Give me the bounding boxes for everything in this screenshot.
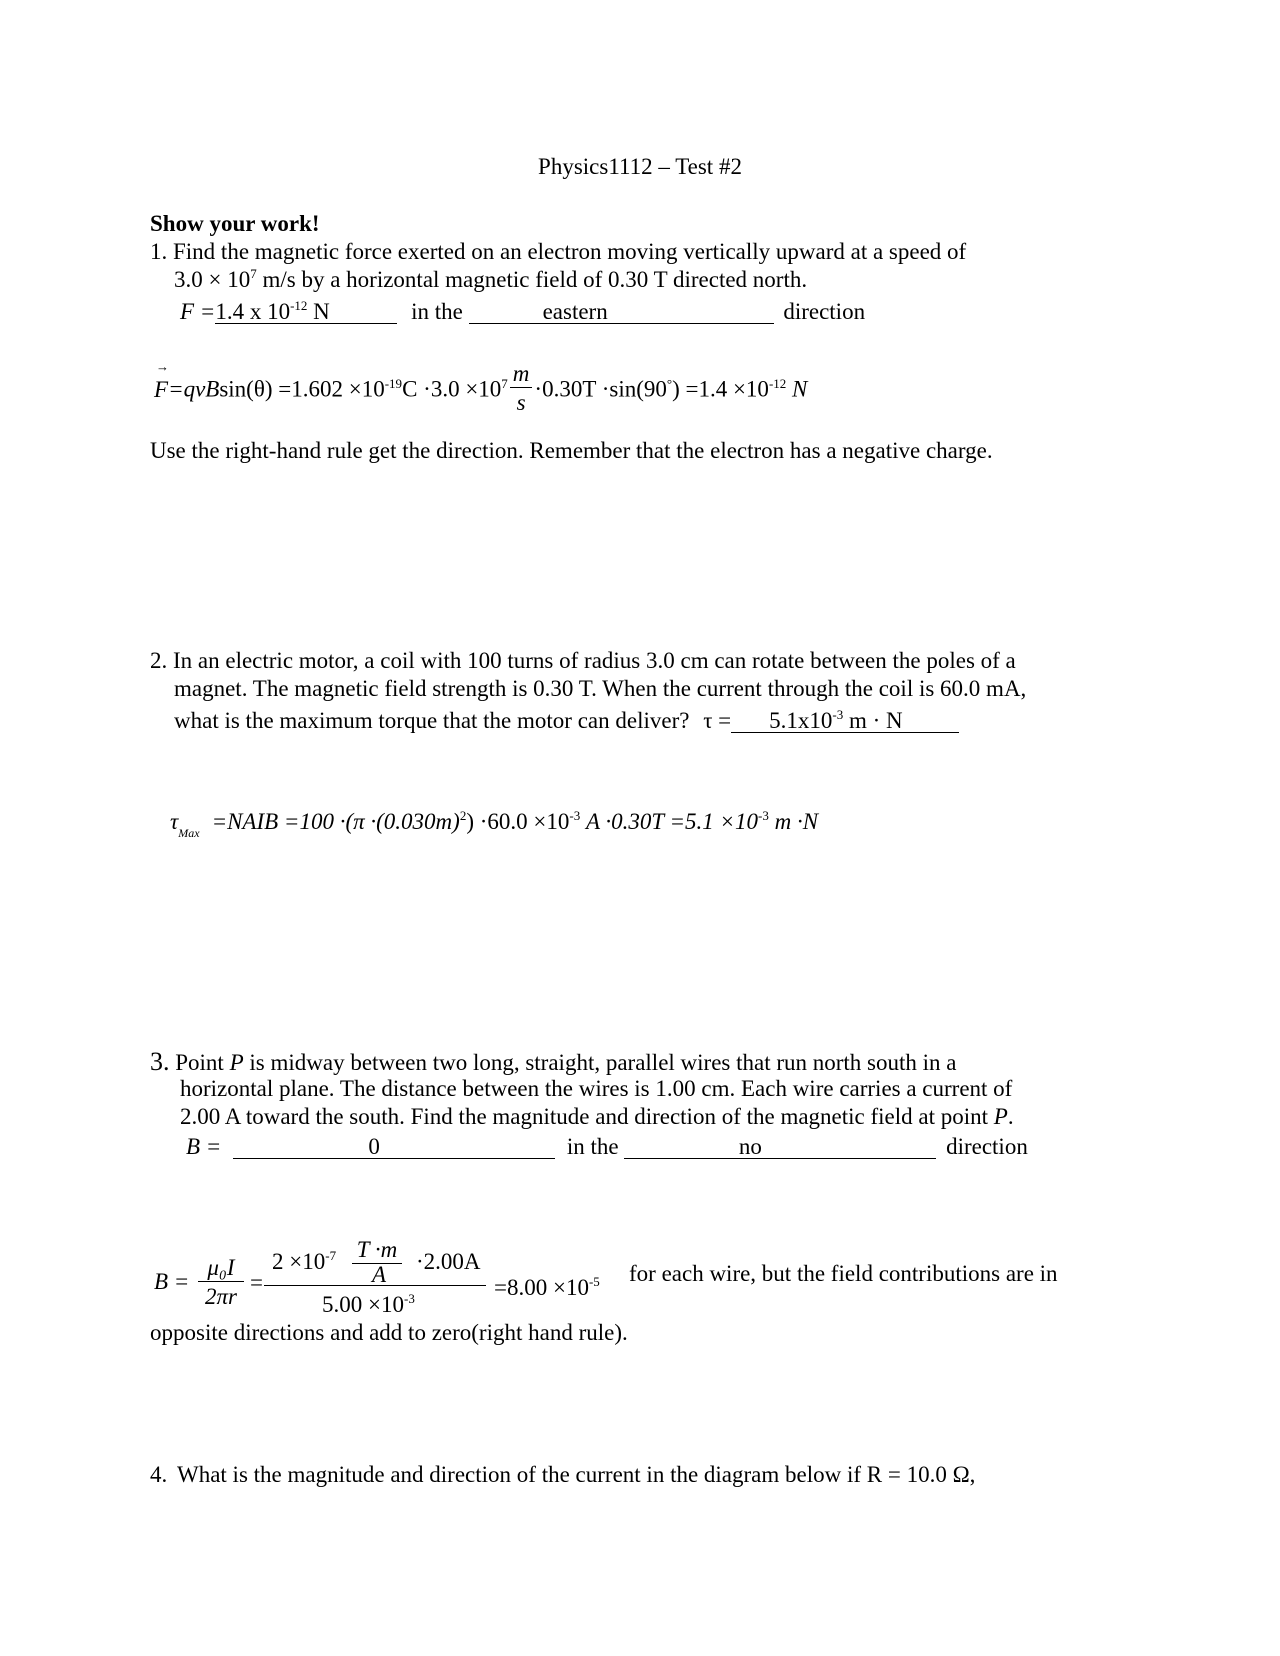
q1-force-unit: N — [313, 299, 330, 324]
q3-line3-p: P — [993, 1104, 1008, 1129]
q1-eq-p5: ) =1.4 ×10 — [672, 376, 769, 402]
q4-number: 4. — [150, 1462, 168, 1487]
q1-eq-p3: C ·3.0 ×10 — [402, 376, 502, 402]
q3-eq-lhs — [154, 1270, 189, 1293]
instructions: Show your work! — [150, 211, 320, 236]
q1-force-value: 1.4 x 10 — [215, 299, 291, 324]
q3-direction-value: no — [738, 1134, 762, 1159]
q2-eq-e2: -3 — [569, 808, 581, 823]
q3-answer-label: B = — [186, 1134, 222, 1159]
q4-line1 — [150, 1463, 975, 1486]
q3-text-a: Point — [175, 1050, 230, 1075]
q2-eq-p1: =NAIB =100 ·(π ·(0.030m) — [211, 809, 460, 834]
q1-number: 1. — [150, 239, 168, 264]
q1-eq-p2: sin(θ) =1.602 ×10 — [219, 376, 385, 402]
q1-eq-frac-den: s — [516, 390, 526, 416]
q4-text: What is the magnitude and direction of the current in the diagram below if R = 10.0 Ω, — [177, 1462, 976, 1487]
q2-number: 2. — [150, 648, 168, 673]
q1-answer-label: F = — [180, 299, 216, 324]
q3-eq-unit-num: T ·m — [352, 1238, 402, 1264]
q3-eq-frac1-num: μ₀I — [198, 1256, 244, 1282]
q2-line3 — [174, 709, 959, 733]
q2-text: In an electric motor, a coil with 100 turns of radius 3.0 cm can rotate between the poles of a — [173, 648, 1016, 673]
q3-text-b: is midway between two long, straight, parallel wires that run north south in a — [243, 1050, 957, 1075]
q1-eq-deg: ° — [666, 375, 673, 391]
q3-eq-unit-frac — [352, 1238, 402, 1264]
q3-eq-result — [494, 1276, 600, 1299]
q3-eq-equals: = — [250, 1270, 263, 1295]
q1-eq-e1: -19 — [384, 375, 403, 391]
q2-torque-exp: -3 — [832, 707, 844, 722]
q2-eq-e3: -3 — [758, 808, 769, 823]
page-title: Physics1112 – Test #2 — [538, 154, 742, 179]
q3-number: 3. — [150, 1047, 170, 1076]
q1-eq-p1: =qvB — [168, 376, 220, 402]
q3-direction-answer[interactable] — [624, 1135, 936, 1159]
q3-eq-curr-text: ·2.00A — [416, 1249, 481, 1274]
q1-eq-e2: 7 — [501, 375, 508, 391]
q3-eq-b: B = — [154, 1269, 190, 1294]
q2-eq-p3: A ·0.30T =5.1 ×10 — [585, 809, 759, 834]
q3-eq-unit-den: A — [372, 1262, 387, 1287]
q2-eq-e1: 2 — [459, 808, 467, 823]
q3-eq-den-exp: -3 — [403, 1291, 415, 1306]
q1-answer-line — [180, 300, 865, 324]
q1-line2 — [174, 268, 807, 291]
q1-force-exp: -12 — [290, 298, 308, 313]
q1-direction-answer[interactable] — [469, 300, 774, 324]
q1-in-the: in the — [411, 299, 463, 324]
q3-in-the: in the — [566, 1134, 619, 1159]
q2-equation — [170, 808, 819, 840]
q1-eq-p6: N — [792, 376, 808, 402]
q2-eq-sub: Max — [178, 826, 200, 840]
q3-eq-curr — [416, 1250, 481, 1273]
q3-line2: horizontal plane. The distance between the wires is 1.00 cm. Each wire carries a current of — [180, 1076, 1013, 1101]
q2-torque-unit: m · N — [849, 708, 903, 733]
q1-note: Use the right-hand rule get the direction. Remember that the electron has a negative charge. — [150, 438, 993, 463]
q3-field-answer[interactable] — [233, 1135, 555, 1159]
q3-eq-frac1-den: 2πr — [205, 1284, 237, 1309]
force-vector: → F — [154, 378, 168, 401]
q1-equation — [154, 361, 808, 419]
q3-eq-den — [322, 1293, 415, 1316]
q3-line3-end: . — [1007, 1104, 1014, 1129]
q1-speed: 3.0 × 10 — [174, 267, 251, 292]
q1-eq-frac-num: m — [510, 361, 533, 388]
q1-force-answer[interactable] — [215, 300, 397, 324]
q3-line3-text: 2.00 A toward the south. Find the magnitude and direction of the magnetic field at point — [180, 1104, 994, 1129]
q1-line1 — [150, 240, 966, 263]
q3-eq-result-exp: -5 — [588, 1274, 600, 1289]
q3-eq-result-text: =8.00 ×10 — [494, 1275, 589, 1300]
q3-field-value: 0 — [368, 1134, 380, 1159]
q2-eq-tau: τ — [170, 809, 179, 834]
q2-tau-label: τ = — [703, 708, 732, 733]
q1-text: Find the magnetic force exerted on an electron moving vertically upward at a speed of — [173, 239, 967, 264]
q3-eq-coef-text: 2 ×10 — [272, 1249, 326, 1274]
q2-question: what is the maximum torque that the motor can deliver? — [174, 708, 690, 733]
q2-eq-p2: ) ·60.0 ×10 — [466, 809, 570, 834]
q3-eq-tail: for each wire, but the field contributions are in — [629, 1261, 1058, 1286]
q1-direction-word: direction — [783, 299, 866, 324]
q3-direction-word: direction — [946, 1134, 1028, 1159]
q1-eq-frac — [510, 361, 533, 416]
q1-eq-p4: ·0.30T ·sin(90 — [534, 376, 667, 402]
q3-line1 — [150, 1049, 957, 1075]
q1-eq-e3: -12 — [768, 375, 787, 391]
q2-eq-p4: m ·N — [774, 809, 819, 834]
q3-eq-frac1 — [198, 1256, 244, 1308]
q3-answer-line — [186, 1135, 1028, 1159]
q1-field: m/s by a horizontal magnetic field of 0.30 T directed north. — [256, 267, 808, 292]
q3-eq-coef — [272, 1250, 336, 1273]
q3-eq-coef-exp: -7 — [325, 1248, 337, 1263]
q3-note: opposite directions and add to zero(right hand rule). — [150, 1320, 628, 1345]
q3-eq-den-text: 5.00 ×10 — [322, 1292, 404, 1317]
q1-speed-exp: 7 — [250, 266, 257, 281]
q2-line2: magnet. The magnetic field strength is 0.30 T. When the current through the coil is 60.0 mA, — [174, 676, 1027, 701]
q2-torque-answer[interactable] — [731, 709, 959, 733]
q3-line3 — [180, 1105, 1014, 1128]
q3-point-p: P — [229, 1050, 244, 1075]
q2-torque-value: 5.1x10 — [769, 708, 833, 733]
q2-line1 — [150, 649, 1016, 672]
q1-direction-value: eastern — [542, 299, 608, 324]
